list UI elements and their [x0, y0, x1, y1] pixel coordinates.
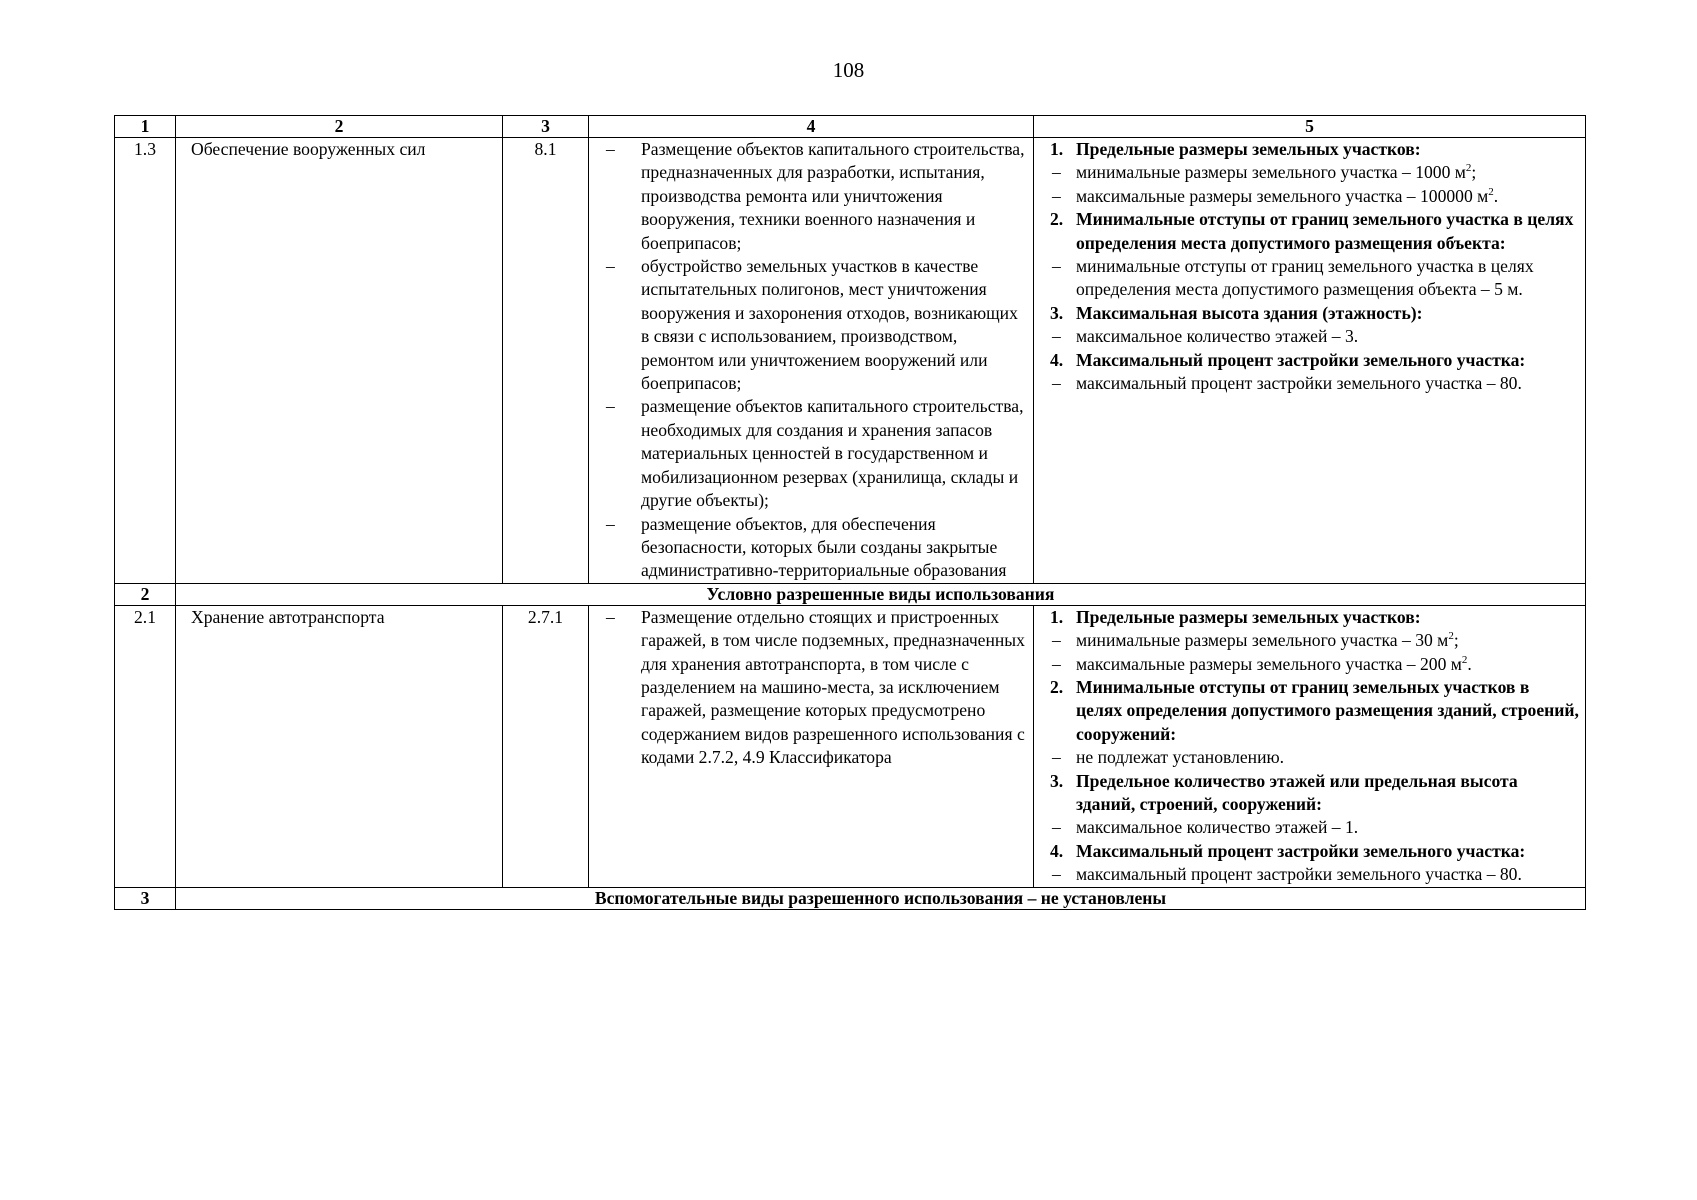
superscript: 2 [1488, 185, 1494, 198]
superscript: 2 [1461, 653, 1468, 666]
use-type-name: Обеспечение вооруженных сил [176, 138, 503, 584]
param-value: минимальные отступы от границ земельного участка в целях определения места допустимого размещения объекта – 5 м. [1076, 256, 1534, 300]
description-item: – размещение объектов, для обеспечения безопасности, которых были созданы закрытые административно-территориальные образования [603, 513, 1027, 583]
param-value: максимальный процент застройки земельного участка – 80. [1076, 373, 1522, 394]
classifier-code: 2.7.1 [503, 605, 589, 887]
punct: . [1467, 653, 1472, 674]
item-number: 1. [1050, 139, 1064, 159]
param-value: не подлежат установлению. [1076, 747, 1285, 768]
param-value: максимальные размеры земельного участка – 200 м [1076, 653, 1462, 674]
use-description [589, 605, 1034, 887]
regulations-table [114, 115, 1586, 910]
param-heading: Максимальный процент застройки земельного участка: [1076, 840, 1526, 861]
item-number: 3. [1050, 770, 1064, 791]
use-type-name: Хранение автотранспорта [176, 605, 503, 887]
section-title: Вспомогательные виды разрешенного использования – не установлены [176, 887, 1586, 909]
page-number: 108 [832, 58, 865, 82]
header-cell-5: 5 [1034, 116, 1586, 138]
header-cell-2: 2 [176, 116, 503, 138]
parameters-cell [1034, 138, 1586, 584]
section-title: Условно разрешенные виды использования [176, 583, 1586, 605]
description-item: – Размещение объектов капитального строительства, предназначенных для разработки, испытания, производства ремонта или уничтожения вооружения, техники военного назначения и боеприпасов; [603, 138, 1027, 255]
param-heading: Минимальные отступы от границ земельного участка в целях определения места допустимого размещения объекта: [1076, 209, 1574, 253]
param-heading: Предельные размеры земельных участков: [1076, 606, 1421, 627]
description-item: – Размещение отдельно стоящих и пристроенных гаражей, в том числе подземных, предназначенных для хранения автотранспорта, в том числе с разделением на машино-места, за исключением гаражей, размещение которых предусмотрено содержанием видов разрешенного использования с кодами 2.7.2, 4.9 Классификатора [603, 606, 1027, 770]
header-cell-3: 3 [503, 116, 589, 138]
item-number: 4. [1050, 840, 1064, 861]
section-number: 2 [115, 583, 176, 605]
use-description [589, 138, 1034, 584]
param-heading: Максимальный процент застройки земельного участка: [1076, 349, 1526, 370]
superscript: 2 [1448, 630, 1454, 643]
item-number: 2. [1050, 676, 1064, 697]
parameters-cell [1034, 605, 1586, 887]
description-item: – обустройство земельных участков в качестве испытательных полигонов, мест уничтожения вооружения и захоронения отходов, возникающих в связи с использованием, производством, ремонтом или уничтожением вооружений или боеприпасов; [603, 255, 1027, 395]
header-cell-1: 1 [115, 116, 176, 138]
item-number: 2. [1050, 209, 1064, 230]
param-value: максимальное количество этажей – 3. [1076, 326, 1359, 347]
description-item: – размещение объектов капитального строительства, необходимых для создания и хранения запасов материальных ценностей в государственном и мобилизационном резервах (хранилища, склады и другие объекты); [603, 395, 1027, 512]
param-heading: Предельные размеры земельных участков: [1076, 139, 1421, 159]
param-value: максимальный процент застройки земельного участка – 80. [1076, 864, 1522, 885]
table-header-row [115, 116, 1586, 138]
table-row [115, 605, 1586, 887]
header-cell-4: 4 [589, 116, 1034, 138]
item-number: 4. [1050, 349, 1064, 370]
punct: . [1493, 185, 1499, 206]
section-row [115, 583, 1586, 605]
param-value: минимальные размеры земельного участка – 1000 м [1076, 162, 1466, 183]
section-row [115, 887, 1586, 909]
table-row [115, 138, 1586, 584]
param-heading: Предельное количество этажей или предельная высота зданий, строений, сооружений: [1076, 770, 1518, 814]
punct: ; [1471, 162, 1477, 183]
row-number: 2.1 [115, 605, 176, 887]
item-number: 3. [1050, 302, 1064, 323]
param-value: максимальное количество этажей – 1. [1076, 817, 1359, 838]
item-number: 1. [1050, 606, 1064, 627]
punct: ; [1453, 630, 1459, 651]
param-heading: Минимальные отступы от границ земельных участков в целях определения допустимого размещения зданий, строений, сооружений: [1076, 676, 1579, 744]
param-heading: Максимальная высота здания (этажность): [1076, 302, 1423, 323]
superscript: 2 [1465, 162, 1472, 175]
row-number: 1.3 [115, 138, 176, 584]
param-value: максимальные размеры земельного участка – 100000 м [1076, 185, 1489, 206]
param-value: минимальные размеры земельного участка – 30 м [1076, 630, 1449, 651]
section-number: 3 [115, 887, 176, 909]
classifier-code: 8.1 [503, 138, 589, 584]
